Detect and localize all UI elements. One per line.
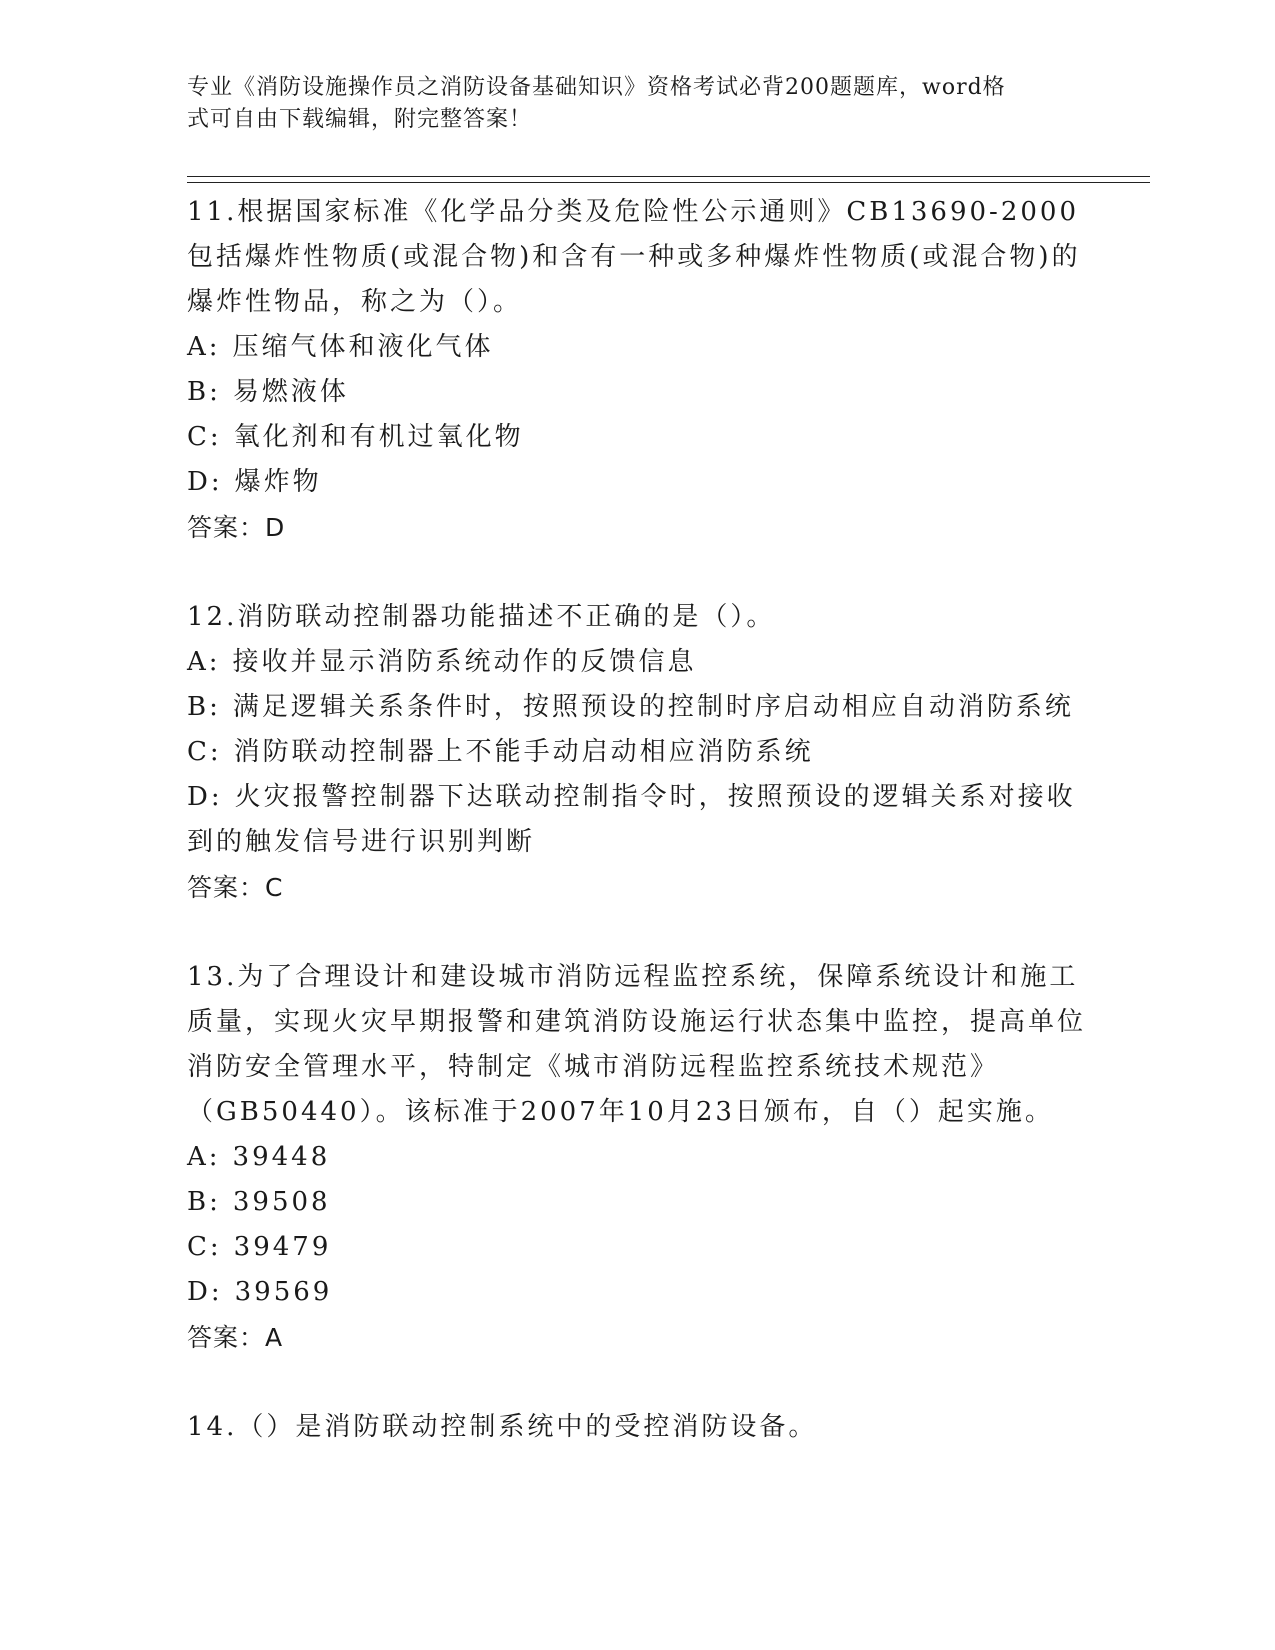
option-b bbox=[187, 1180, 1087, 1225]
option-text: 压缩气体和液化气体 bbox=[232, 332, 494, 362]
option-d bbox=[187, 460, 1087, 505]
question-text: 13.为了合理设计和建设城市消防远程监控系统，保障系统设计和施工质量，实现火灾早期报警和建筑消防设施运行状态集中监控，提高单位消防安全管理水平，特制定《城市消防远程监控系统技术规范》（GB50440）。该标准于2007年10月23日颁布，自（）起实施。 bbox=[187, 962, 1087, 1127]
option-letter: C: bbox=[187, 422, 222, 452]
option-letter: B: bbox=[187, 377, 221, 407]
option-b bbox=[187, 370, 1087, 415]
header-line-2: 式可自由下载编辑，附完整答案！ bbox=[187, 107, 533, 132]
header-divider-bottom bbox=[187, 182, 1150, 183]
option-d bbox=[187, 1270, 1087, 1315]
option-b bbox=[187, 685, 1087, 730]
answer-label: 答案：D bbox=[187, 513, 286, 542]
question-14 bbox=[187, 1405, 1087, 1450]
option-letter: D: bbox=[187, 782, 223, 812]
option-text: 氧化剂和有机过氧化物 bbox=[233, 422, 524, 452]
option-c bbox=[187, 415, 1087, 460]
question-12 bbox=[187, 595, 1087, 910]
option-letter: C: bbox=[187, 1232, 222, 1262]
option-letter: D: bbox=[187, 467, 223, 497]
option-text: 39508 bbox=[232, 1187, 331, 1217]
question-text: 14.（）是消防联动控制系统中的受控消防设备。 bbox=[187, 1412, 818, 1442]
option-letter: B: bbox=[187, 1187, 221, 1217]
option-text: 爆炸物 bbox=[234, 467, 322, 497]
option-text: 易燃液体 bbox=[232, 377, 349, 407]
option-text: 39479 bbox=[233, 1232, 332, 1262]
question-text: 12.消防联动控制器功能描述不正确的是（）。 bbox=[187, 602, 776, 632]
answer-label: 答案：A bbox=[187, 1323, 284, 1352]
header-line-1: 专业《消防设施操作员之消防设备基础知识》资格考试必背200题题库，word格 bbox=[187, 75, 1006, 100]
option-letter: A: bbox=[187, 647, 221, 677]
question-text: 11.根据国家标准《化学品分类及危险性公示通则》CB13690-2000包括爆炸性物质(或混合物)和含有一种或多种爆炸性物质(或混合物)的爆炸性物品，称之为（）。 bbox=[187, 197, 1081, 317]
option-text: 接收并显示消防系统动作的反馈信息 bbox=[232, 647, 697, 677]
option-text: 满足逻辑关系条件时，按照预设的控制时序启动相应自动消防系统 bbox=[232, 692, 1074, 722]
option-c bbox=[187, 1225, 1087, 1270]
option-c bbox=[187, 730, 1087, 775]
question-spacer bbox=[187, 550, 1087, 595]
question-13 bbox=[187, 955, 1087, 1360]
option-text: 火灾报警控制器下达联动控制指令时，按照预设的逻辑关系对接收到的触发信号进行识别判断 bbox=[187, 782, 1076, 857]
option-a bbox=[187, 1135, 1087, 1180]
option-text: 39569 bbox=[234, 1277, 333, 1307]
answer-label: 答案：C bbox=[187, 873, 284, 902]
option-letter: A: bbox=[187, 1142, 221, 1172]
question-11 bbox=[187, 190, 1087, 550]
question-spacer bbox=[187, 1360, 1087, 1405]
header-divider-top bbox=[187, 176, 1150, 177]
option-text: 39448 bbox=[232, 1142, 331, 1172]
option-a bbox=[187, 325, 1087, 370]
option-letter: D: bbox=[187, 1277, 223, 1307]
question-spacer bbox=[187, 910, 1087, 955]
document-header bbox=[187, 72, 1067, 136]
question-list bbox=[187, 190, 1087, 1450]
option-text: 消防联动控制器上不能手动启动相应消防系统 bbox=[233, 737, 814, 767]
option-d bbox=[187, 775, 1087, 865]
option-a bbox=[187, 640, 1087, 685]
option-letter: B: bbox=[187, 692, 221, 722]
option-letter: A: bbox=[187, 332, 221, 362]
option-letter: C: bbox=[187, 737, 222, 767]
